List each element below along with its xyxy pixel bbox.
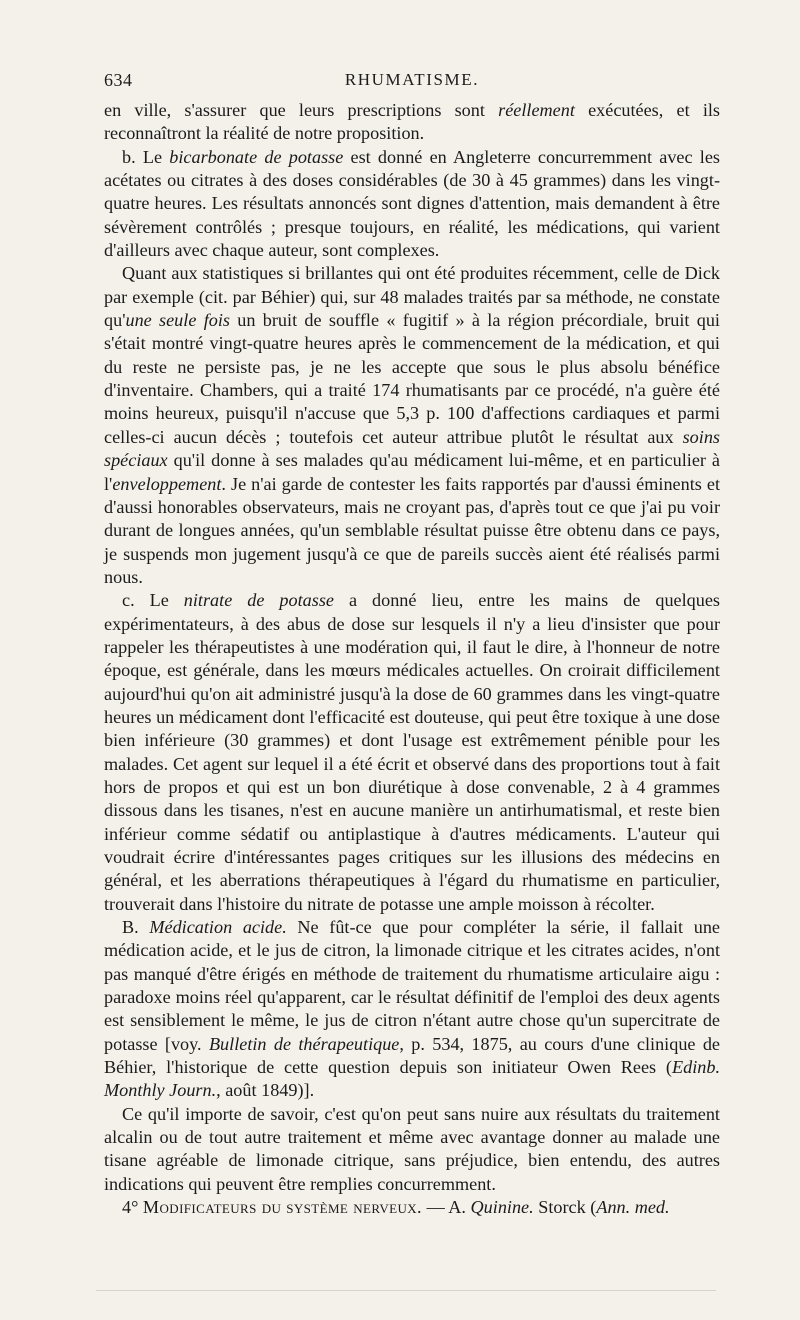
small-caps-run: Modificateurs du système nerveux. <box>142 1197 423 1218</box>
text-run: B. <box>122 917 150 938</box>
text-run: exécutées, et ils reconnaîtront la réalité de notre proposition. <box>104 100 720 144</box>
text-run: b. Le <box>122 146 170 167</box>
page-header <box>104 70 720 100</box>
text-run: Quant aux statistiques si brillantes qui ont été produites récemment, celle de Dick par exemple (cit. par Béhier) qui, sur 48 malades traités par sa méthode, ne constate qu' <box>104 263 720 331</box>
text-run: Ce qu'il importe de savoir, c'est qu'on peut sans nuire aux résultats du traitement alcalin ou de tout autre traitement et même avec avantage donner au malade une tisane agréable de limonade citrique, sans préjudice, bien entendu, des autres indications qui peuvent être remplies concurremment. <box>104 1103 720 1194</box>
text-run: c. Le <box>122 590 184 611</box>
text-run: qu'il donne à ses malades qu'au médicament lui-même, et en particulier à l' <box>104 450 720 494</box>
paragraph-2 <box>104 146 720 263</box>
italic-run: nitrate de potasse <box>183 590 334 611</box>
text-run: Storck ( <box>533 1197 597 1218</box>
italic-run: réellement <box>498 100 575 120</box>
running-title: RHUMATISME. <box>344 70 480 89</box>
paragraph-1 <box>104 99 720 146</box>
text-run: , août 1849)]. <box>216 1080 315 1101</box>
text-run: , p. 534, 1875, au cours d'une clinique de Béhier, l'historique de cette question depuis son initiateur Owen Rees ( <box>104 1033 721 1078</box>
text-run: un bruit de souffle « fugitif » à la région précordiale, bruit qui s'était montré vingt-quatre heures après le commencement de la médication, et qui du reste ne persiste pas, je ne les accepte que sous le plus absolu bénéfice d'inventaire. Chambers, qui a traité 174 rhumatisants par ce procédé, n'a guère été moins heureux, puisqu'il n'accuse que 5,3 p. 100 d'affections cardiaques et parmi celles-ci aucun décès ; toutefois cet auteur attribue plutôt le résultat aux <box>104 310 720 447</box>
body-text <box>104 99 720 1220</box>
text-run: 4° <box>122 1197 143 1218</box>
italic-run: Quinine. <box>470 1197 534 1218</box>
text-run: est donné en Angleterre concurremment avec les acétates ou citrates à des doses considérables (de 30 à 45 grammes) dans les vingt-quatre heures. Les résultats annoncés sont dignes d'attention, mais demandent à être sévèrement contrôlés ; presque toujours, en réalité, les médications, qui varient d'ailleurs avec chaque auteur, sont complexes. <box>104 146 720 261</box>
italic-run: une seule fois <box>125 310 230 331</box>
page-number: 634 <box>104 70 133 90</box>
italic-run: Ann. med. <box>596 1197 670 1218</box>
italic-run: Bulletin de thérapeutique <box>208 1033 400 1054</box>
italic-run: soins spéciaux <box>104 426 720 471</box>
italic-run: Médication acide. <box>149 917 287 938</box>
italic-run: enveloppement <box>112 473 222 494</box>
page-bottom-rule <box>96 1290 716 1291</box>
text-run: Ne fût-ce que pour compléter la série, il fallait une médication acide, et le jus de citron, la limonade citrique et les citrates acides, n'ont pas manqué d'être érigés en méthode de traitement du rhumatisme articulaire aigu : paradoxe moins réel qu'apparent, car le résultat définitif de l'emploi des deux agents est sensiblement le même, le jus de citron n'étant autre chose qu'un supercitrate de potasse [voy. <box>104 917 720 1054</box>
text-run: . Je n'ai garde de contester les faits rapportés par d'aussi éminents et d'aussi honorables observateurs, mais ne croyant pas, d'après tout ce que j'ai pu voir durant de longues années, qu'un semblable résultat puisse être obtenu dans ce pays, je suspends mon jugement jusqu'à ce que de pareils succès aient été réalisés parmi nous. <box>104 473 720 587</box>
italic-run: bicarbonate de potasse <box>169 146 344 167</box>
paragraph-4 <box>104 589 720 916</box>
paragraph-7 <box>104 1196 720 1219</box>
text-run: — A. <box>422 1197 471 1218</box>
paragraph-5 <box>104 916 720 1103</box>
text-run: en ville, s'assurer que leurs prescriptions sont <box>104 100 499 120</box>
italic-run: Edinb. Monthly Journ. <box>104 1057 720 1101</box>
paragraph-6 <box>104 1103 720 1196</box>
text-run: a donné lieu, entre les mains de quelques expérimentateurs, à des abus de dose sur lesquels il n'y a lieu d'insister que pour rappeler les thérapeutistes à une modération qui, il faut le dire, à l'honneur de notre époque, est générale, dans les mœurs médicales actuelles. On croirait difficilement aujourd'hui qu'on ait administré jusqu'à la dose de 60 grammes dans les vingt-quatre heures un médicament dont l'efficacité est douteuse, qui peut être toxique à une dose bien inférieure (30 grammes) et dont l'usage est extrêmement pénible pour les malades. Cet agent sur lequel il a été écrit et observé dans des proportions tout à fait hors de propos et qui est un bon diurétique à dose convenable, 2 à 4 grammes dissous dans les tisanes, n'est en aucune manière un antirhumatismal, et reste bien inférieur comme sédatif ou antiplastique à d'autres médicaments. L'auteur qui voudrait écrire d'intéressantes pages critiques sur les illusions des médecins en général, et les aberrations thérapeutiques à l'égard du rhumatisme en particulier, trouverait dans l'histoire du nitrate de potasse une ample moisson à récolter. <box>104 590 721 914</box>
paragraph-3 <box>104 262 720 589</box>
